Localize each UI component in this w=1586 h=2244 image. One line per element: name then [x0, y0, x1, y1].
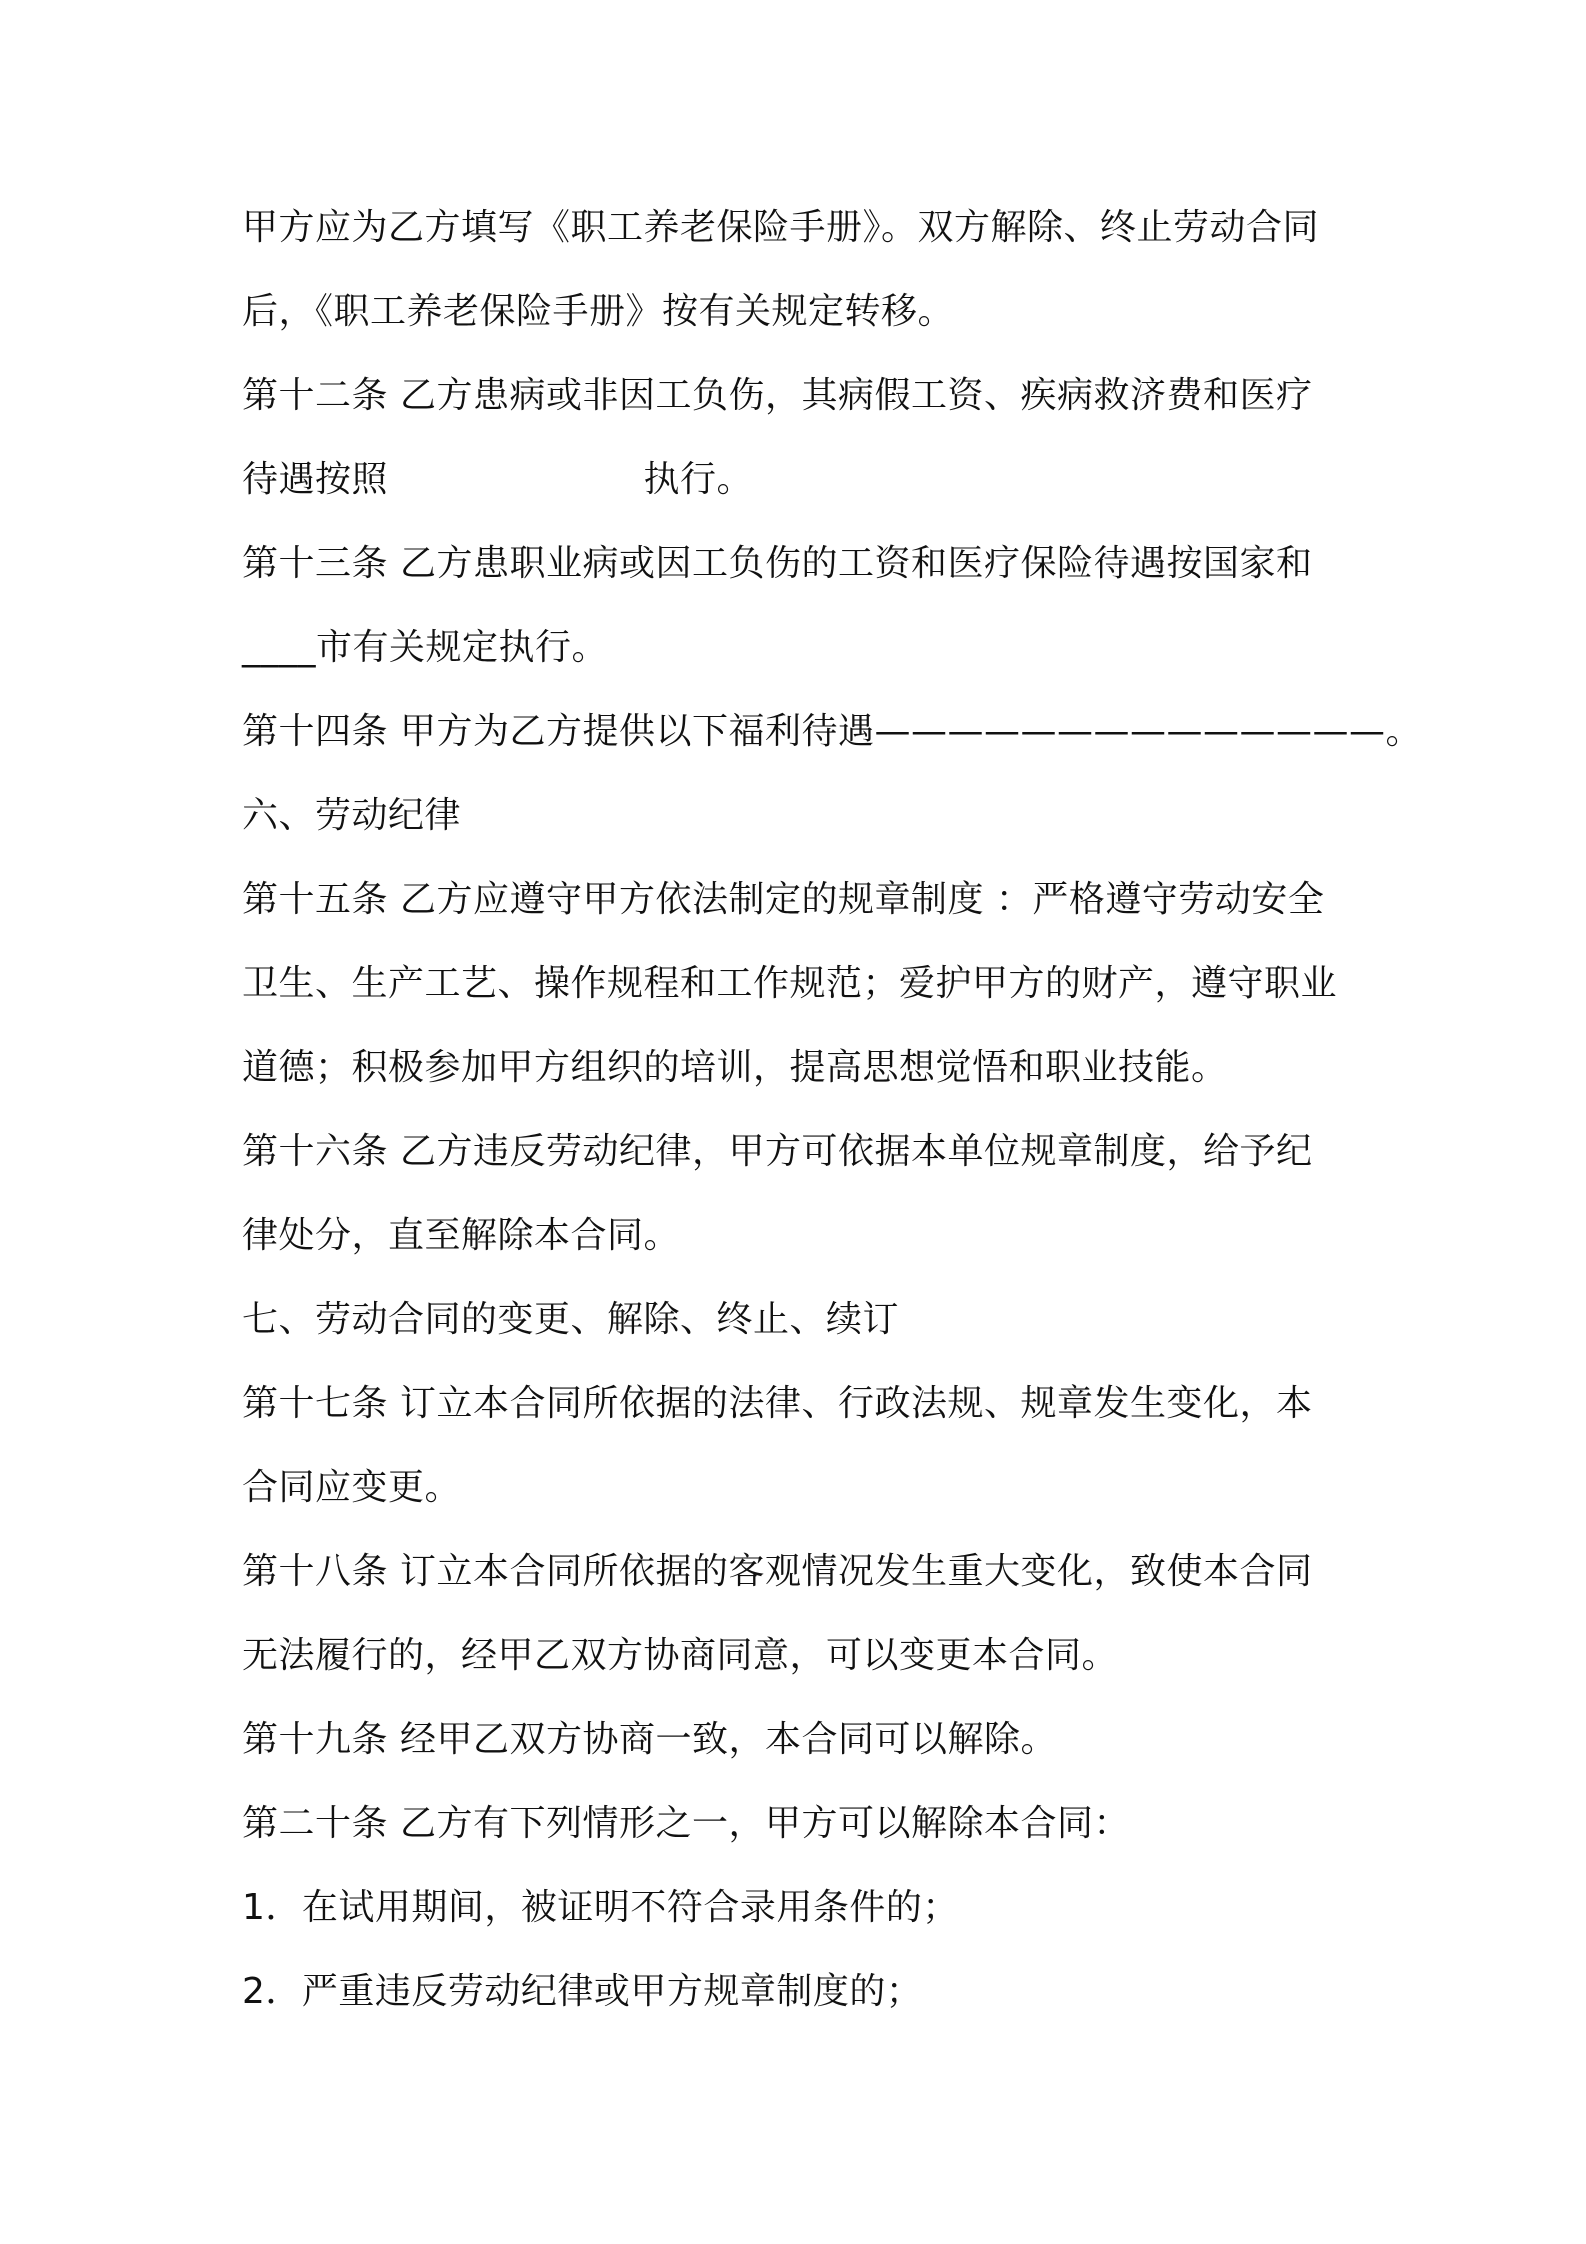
text-line: 待遇按照 执行。 [242, 459, 754, 500]
text-line: 无法履行的，经甲乙双方协商同意，可以变更本合同。 [242, 1635, 1119, 1676]
text-line: 第十八条 订立本合同所依据的客观情况发生重大变化，致使本合同 [242, 1551, 1313, 1592]
text-line: 第十五条 乙方应遵守甲方依法制定的规章制度 ：严格遵守劳动安全 [242, 879, 1325, 920]
text-line: 合同应变更。 [242, 1467, 462, 1508]
text-line: 第十二条 乙方患病或非因工负伤，其病假工资、疾病救济费和医疗 [242, 375, 1313, 416]
text-line: 律处分，直至解除本合同。 [242, 1215, 681, 1256]
text-line: 第二十条 乙方有下列情形之一，甲方可以解除本合同： [242, 1803, 1130, 1844]
text-line: 第十九条 经甲乙双方协商一致，本合同可以解除。 [242, 1719, 1057, 1760]
section-heading: 六、劳动纪律 [242, 795, 462, 836]
text-line: 第十三条 乙方患职业病或因工负伤的工资和医疗保险待遇按国家和 [242, 543, 1313, 584]
text-line: 第十七条 订立本合同所依据的法律、行政法规、规章发生变化，本 [242, 1383, 1313, 1424]
text-line: 卫生、生产工艺、操作规程和工作规范；爱护甲方的财产，遵守职业 [242, 963, 1338, 1004]
text-line: 甲方应为乙方填写《职工养老保险手册》。双方解除、终止劳动合同 [242, 207, 1320, 248]
list-item: 2．严重违反劳动纪律或甲方规章制度的； [242, 1971, 923, 2012]
text-line: 第十四条 甲方为乙方提供以下福利待遇——————————————。 [242, 711, 1422, 752]
text-line: 道德；积极参加甲方组织的培训，提高思想觉悟和职业技能。 [242, 1047, 1228, 1088]
list-item: 1．在试用期间，被证明不符合录用条件的； [242, 1887, 959, 1928]
text-line: 第十六条 乙方违反劳动纪律，甲方可依据本单位规章制度，给予纪 [242, 1131, 1313, 1172]
section-heading: 七、劳动合同的变更、解除、终止、续订 [242, 1299, 900, 1340]
text-line: 后，《职工养老保险手册》按有关规定转移。 [242, 291, 955, 332]
text-line: ____市有关规定执行。 [242, 627, 609, 668]
